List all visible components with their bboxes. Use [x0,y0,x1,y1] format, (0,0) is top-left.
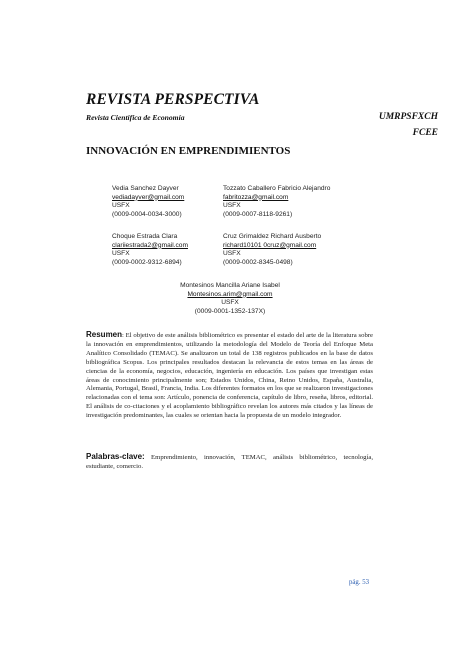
faculty-code: FCEE [412,128,438,138]
abstract-label: Resumen [86,330,123,339]
author-block [112,185,184,219]
author-affiliation: USFX [112,250,130,258]
author-affiliation: USFX [221,299,239,307]
author-email[interactable]: clariiestrada2@gmail.com [112,241,188,249]
author-name: Choque Estrada Clara [112,233,178,240]
author-affiliation: USFX [223,202,241,210]
author-orcid: (0009-0002-9312-6894) [112,258,182,266]
keywords [86,453,373,472]
keywords-text: Emprendimiento, innovación, TEMAC, análisis bibliométrico, tecnología, estudiante, comercio. [86,454,373,470]
article-title: INNOVACIÓN EN EMPRENDIMIENTOS [86,145,291,157]
journal-title: REVISTA PERSPECTIVA [86,91,260,108]
author-block [112,233,188,267]
author-email[interactable]: fabritozza@gmail.com [223,193,289,201]
page-number: pág. 53 [349,579,370,586]
keywords-label: Palabras-clave: [86,452,145,461]
author-affiliation: USFX [223,250,241,258]
abstract [86,331,373,421]
author-name: Montesinos Mancilla Ariane Isabel [180,282,280,289]
author-orcid: (0009-0001-1352-137X) [194,307,266,315]
author-name: Cruz Grimaldez Richard Ausberto [223,233,322,240]
author-orcid: (0009-0004-0034-3000) [112,210,182,218]
author-email[interactable]: vediadayver@gmail.com [112,193,185,201]
author-block [150,282,310,316]
author-email[interactable]: Montesinos.arim@gmail.com [187,290,273,298]
author-email[interactable]: richard10101 0cruz@gmail.com [223,241,317,249]
author-name: Tozzato Caballero Fabricio Alejandro [223,185,331,192]
author-name: Vedia Sanchez Dayver [112,185,179,192]
institution-code: UMRPSFXCH [378,112,438,122]
author-block [223,233,321,267]
author-orcid: (0009-0007-8118-9261) [223,210,293,218]
journal-subtitle: Revista Científica de Economía [86,113,185,122]
author-orcid: (0009-0002-8345-0498) [223,258,293,266]
author-block [223,185,330,219]
author-affiliation: USFX [112,202,130,210]
abstract-text: : El objetivo de este análisis bibliométrico es presentar el estado del arte de la literatura sobre la innovación en emprendimientos, utilizando la metodología del Modelo de Teoría del Enfoque Meta Analítico Consolidado (TEMAC). Se analizaron un total de 138 registros publicados en la base de datos bibliográfica Scopus. Los principales resultados destacan la relevancia de estos temas en las áreas de ciencias de la economía, negocios, educación, ingeniería en educación. Los países que investigan estas áreas de conocimiento principalmente son; Estados Unidos, China, Reino Unidos, España, Australia, Alemania, Portugal, Brasil, Francia, India. Los diferentes formatos en los que se realizaron investigaciones relacionadas con el tema son: Artículo, ponencia de conferencia, capítulo de libro, reseña, libros, editorial. El análisis de co-citaciones y el acoplamiento bibliográfico revelan los autores más citados y las líneas de investigación predominantes, las cuales se orientan hacia la propuesta de un modelo integrador. [86,332,373,420]
